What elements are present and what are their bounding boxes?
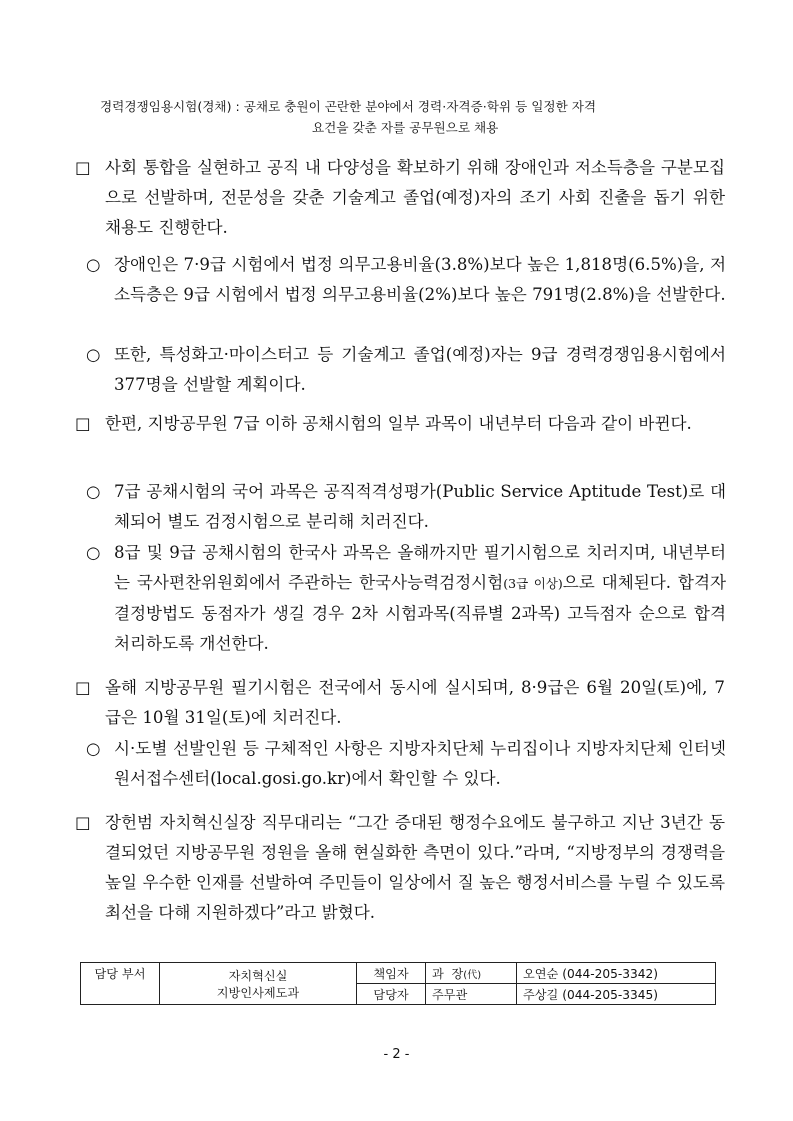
circle-bullet-icon: ○ — [86, 739, 101, 758]
dept-name-cell — [160, 963, 357, 1005]
paragraph-text: 올해 지방공무원 필기시험은 전국에서 동시에 실시되며, 8·9급은 6월 20일(토)에, 7급은 10월 31일(토)에 치러진다. — [105, 678, 725, 727]
paragraph-text: 사회 통합을 실현하고 공직 내 다양성을 확보하기 위해 장애인과 저소득층을 구분모집으로 선발하며, 전문성을 갖춘 기술계고 졸업(예정)자의 조기 사회 진출을 돕기 위한 채용도 진행한다. — [105, 158, 725, 237]
square-bullet-icon: □ — [75, 678, 91, 697]
paragraph-text: 장헌범 자치혁신실장 직무대리는 “그간 증대된 행정수요에도 불구하고 지난 3년간 동결되었던 지방공무원 정원을 올해 현실화한 측면이 있다.”라며, “지방정부의 경쟁력을 높일 우수한 인재를 선발하여 주민들이 일상에서 질 높은 행정서비스를 누릴 수 있도록 최선을 다해 지원하겠다”라고 밝혔다. — [105, 813, 725, 922]
paragraph-exam-schedule — [75, 673, 725, 733]
role-cell: 담당자 — [357, 984, 426, 1005]
square-bullet-icon: □ — [75, 158, 91, 177]
circle-bullet-icon: ○ — [86, 345, 101, 364]
paragraph-social-integration — [75, 153, 725, 243]
contact-info-table — [80, 962, 716, 1005]
subparagraph-text: 장애인은 7·9급 시험에서 법정 의무고용비율(3.8%)보다 높은 1,818명(6.5%)을, 저소득층은 9급 시험에서 법정 의무고용비율(2%)보다 높은 791명(2.8%)을 선발한다. — [114, 255, 726, 304]
title-cell — [426, 963, 517, 984]
person-cell: 주상길 (044-205-3345) — [517, 984, 716, 1005]
history-text-post: 으로 대체된다. 합격자 결정방법도 동점자가 생길 경우 2차 시험과목(직류별 2과목) 고득점자 순으로 합격 처리하도록 개선한다. — [114, 573, 727, 653]
grade-note: (3급 이상) — [503, 576, 563, 591]
footnote-line-2: 요건을 갖춘 자를 공무원으로 채용 — [312, 120, 499, 135]
subparagraph-vocational-graduates — [86, 340, 726, 400]
subparagraph-disabled-low-income — [86, 250, 726, 310]
person-cell: 오연순 (044-205-3342) — [517, 963, 716, 984]
role-cell: 책임자 — [357, 963, 426, 984]
subparagraph-text: 시·도별 선발인원 등 구체적인 사항은 지방자치단체 누리집이나 지방자치단체 인터넷원서접수센터(local.gosi.go.kr)에서 확인할 수 있다. — [114, 739, 726, 788]
footnote-definition — [100, 96, 730, 138]
dept-label-cell: 담당 부서 — [81, 963, 160, 1005]
contact-row-manager — [81, 963, 716, 984]
title-cell — [426, 984, 517, 1005]
paragraph-text: 한편, 지방공무원 7급 이하 공채시험의 일부 과목이 내년부터 다음과 같이 바뀐다. — [105, 414, 692, 433]
circle-bullet-icon: ○ — [86, 543, 101, 562]
subparagraph-text — [86, 538, 726, 659]
paragraph-subject-changes — [75, 409, 725, 439]
history-text-pre: 8급 및 9급 공채시험의 한국사 과목은 올해까지만 필기시험으로 치러지며, 내년부터는 국사편찬위원회에서 주관하는 한국사능력검정시험 — [114, 543, 726, 592]
circle-bullet-icon: ○ — [86, 255, 101, 274]
square-bullet-icon: □ — [75, 813, 91, 832]
subparagraph-text: 또한, 특성화고·마이스터고 등 기술계고 졸업(예정)자는 9급 경력경쟁임용시험에서 377명을 선발할 계획이다. — [114, 345, 726, 394]
dept-line-1: 자치혁신실 — [228, 968, 288, 983]
dept-line-2: 지방인사제도과 — [216, 985, 300, 1000]
page-number: - 2 - — [383, 1047, 410, 1062]
title-text: 주무관 — [432, 987, 468, 1002]
subparagraph-text: 7급 공채시험의 국어 과목은 공직적격성평가(Public Service Aptitude Test)로 대체되어 별도 검정시험으로 분리해 치러진다. — [114, 482, 726, 531]
subparagraph-korean-psat — [86, 477, 726, 537]
title-text: 과 장 — [432, 966, 464, 981]
footnote-line-1: 경력경쟁임용시험(경채) : 공채로 충원이 곤란한 분야에서 경력·자격증·학위 등 일정한 자격 — [100, 99, 597, 114]
subparagraph-korean-history — [86, 538, 726, 659]
circle-bullet-icon: ○ — [86, 482, 101, 501]
square-bullet-icon: □ — [75, 414, 91, 433]
title-suffix: (代) — [463, 969, 482, 981]
paragraph-official-quote — [75, 808, 725, 928]
subparagraph-details-website — [86, 734, 726, 794]
